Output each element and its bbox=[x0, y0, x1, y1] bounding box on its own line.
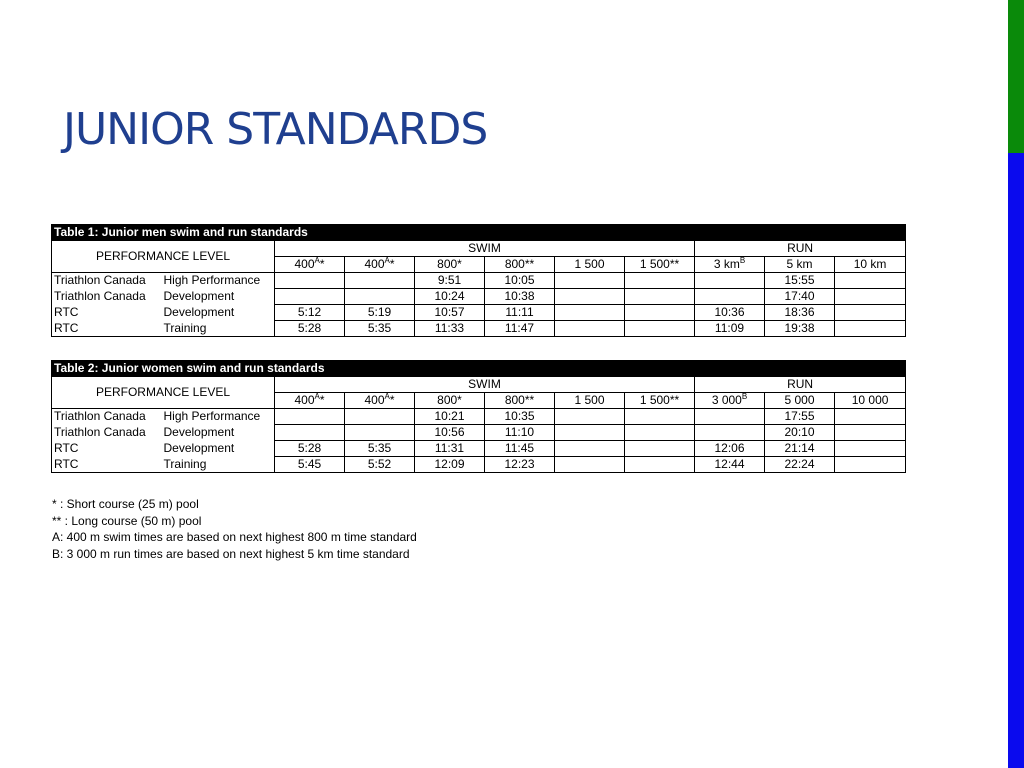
column-header bbox=[555, 393, 625, 409]
column-label: 800* bbox=[437, 393, 462, 407]
column-label: 800* bbox=[437, 257, 462, 271]
column-footnote-marker: A bbox=[384, 392, 390, 401]
time-cell bbox=[555, 273, 625, 289]
time-cell: 10:56 bbox=[415, 425, 485, 441]
time-cell bbox=[345, 425, 415, 441]
time-cell: 10:21 bbox=[415, 409, 485, 425]
time-cell bbox=[555, 321, 625, 337]
footnote: ** : Long course (50 m) pool bbox=[52, 513, 202, 528]
column-label: 1 500 bbox=[574, 257, 605, 271]
column-header bbox=[485, 257, 555, 273]
column-header bbox=[835, 257, 906, 273]
performance-level-header: PERFORMANCE LEVEL bbox=[52, 241, 275, 273]
junior-men-standards-table bbox=[51, 224, 906, 337]
time-cell bbox=[625, 409, 695, 425]
column-header bbox=[625, 257, 695, 273]
time-cell bbox=[345, 273, 415, 289]
group-header-row bbox=[52, 241, 906, 257]
time-cell bbox=[275, 273, 345, 289]
row-organization: Triathlon Canada bbox=[52, 289, 162, 305]
run-header: RUN bbox=[695, 241, 906, 257]
time-cell bbox=[625, 441, 695, 457]
table-caption-row bbox=[52, 225, 906, 241]
time-cell: 5:19 bbox=[345, 305, 415, 321]
column-footnote-marker: A bbox=[314, 256, 320, 265]
row-level: Development bbox=[162, 289, 275, 305]
time-cell: 12:44 bbox=[695, 457, 765, 473]
column-header bbox=[485, 393, 555, 409]
row-level: Training bbox=[162, 321, 275, 337]
time-cell bbox=[835, 441, 906, 457]
column-label: 400 bbox=[364, 257, 385, 271]
column-label: 3 000 bbox=[711, 393, 742, 407]
column-label: 5 000 bbox=[784, 393, 815, 407]
run-header: RUN bbox=[695, 377, 906, 393]
time-cell: 19:38 bbox=[765, 321, 835, 337]
row-organization: Triathlon Canada bbox=[52, 425, 162, 441]
time-cell: 11:47 bbox=[485, 321, 555, 337]
footnote: A: 400 m swim times are based on next highest 800 m time standard bbox=[52, 530, 417, 544]
time-cell bbox=[555, 409, 625, 425]
column-label: 400 bbox=[294, 257, 315, 271]
row-organization: RTC bbox=[52, 457, 162, 473]
time-cell: 10:57 bbox=[415, 305, 485, 321]
time-cell: 10:24 bbox=[415, 289, 485, 305]
column-header bbox=[695, 393, 765, 409]
row-organization: RTC bbox=[52, 321, 162, 337]
swim-header: SWIM bbox=[275, 241, 695, 257]
row-level: Development bbox=[162, 425, 275, 441]
time-cell: 11:11 bbox=[485, 305, 555, 321]
table-caption-row bbox=[52, 361, 906, 377]
footnote: * : Short course (25 m) pool bbox=[52, 497, 199, 511]
time-cell bbox=[625, 305, 695, 321]
time-cell: 5:28 bbox=[275, 321, 345, 337]
column-footnote-marker: A bbox=[384, 256, 390, 265]
column-suffix: * bbox=[319, 257, 325, 271]
column-suffix: * bbox=[389, 393, 395, 407]
time-cell bbox=[695, 289, 765, 305]
row-level: Training bbox=[162, 457, 275, 473]
time-cell: 9:51 bbox=[415, 273, 485, 289]
column-label: 400 bbox=[294, 393, 315, 407]
row-level: Development bbox=[162, 305, 275, 321]
table-row bbox=[52, 321, 906, 337]
time-cell bbox=[625, 289, 695, 305]
column-label: 400 bbox=[364, 393, 385, 407]
time-cell bbox=[695, 409, 765, 425]
time-cell: 17:55 bbox=[765, 409, 835, 425]
row-organization: RTC bbox=[52, 305, 162, 321]
time-cell: 11:10 bbox=[485, 425, 555, 441]
column-header bbox=[695, 257, 765, 273]
row-organization: Triathlon Canada bbox=[52, 273, 162, 289]
column-label: 1 500 bbox=[574, 393, 605, 407]
time-cell bbox=[625, 321, 695, 337]
slide-title: JUNIOR STANDARDS bbox=[63, 104, 488, 155]
group-header-row bbox=[52, 377, 906, 393]
time-cell bbox=[555, 425, 625, 441]
performance-level-header: PERFORMANCE LEVEL bbox=[52, 377, 275, 409]
accent-bar-green bbox=[1008, 0, 1024, 153]
time-cell: 5:12 bbox=[275, 305, 345, 321]
time-cell bbox=[835, 321, 906, 337]
time-cell bbox=[275, 425, 345, 441]
column-header bbox=[555, 257, 625, 273]
time-cell: 11:45 bbox=[485, 441, 555, 457]
column-header bbox=[415, 257, 485, 273]
accent-bar-blue bbox=[1008, 153, 1024, 768]
time-cell bbox=[695, 273, 765, 289]
row-organization: RTC bbox=[52, 441, 162, 457]
time-cell bbox=[345, 409, 415, 425]
time-cell: 22:24 bbox=[765, 457, 835, 473]
swim-header: SWIM bbox=[275, 377, 695, 393]
time-cell: 12:09 bbox=[415, 457, 485, 473]
time-cell: 12:06 bbox=[695, 441, 765, 457]
time-cell bbox=[555, 289, 625, 305]
time-cell: 10:36 bbox=[695, 305, 765, 321]
row-level: Development bbox=[162, 441, 275, 457]
column-header bbox=[765, 257, 835, 273]
time-cell bbox=[555, 305, 625, 321]
column-label: 10 000 bbox=[851, 393, 889, 407]
table-row bbox=[52, 409, 906, 425]
time-cell bbox=[625, 457, 695, 473]
column-label: 800** bbox=[504, 393, 535, 407]
time-cell bbox=[835, 273, 906, 289]
time-cell bbox=[625, 273, 695, 289]
time-cell: 11:09 bbox=[695, 321, 765, 337]
time-cell: 5:35 bbox=[345, 321, 415, 337]
time-cell: 10:05 bbox=[485, 273, 555, 289]
time-cell: 12:23 bbox=[485, 457, 555, 473]
time-cell bbox=[835, 409, 906, 425]
time-cell bbox=[555, 457, 625, 473]
row-level: High Performance bbox=[162, 273, 275, 289]
time-cell: 10:35 bbox=[485, 409, 555, 425]
column-label: 3 km bbox=[713, 257, 740, 271]
footnotes bbox=[52, 496, 417, 562]
time-cell bbox=[275, 289, 345, 305]
time-cell: 18:36 bbox=[765, 305, 835, 321]
time-cell bbox=[275, 409, 345, 425]
column-footnote-marker: B bbox=[741, 392, 748, 401]
time-cell: 11:33 bbox=[415, 321, 485, 337]
column-header bbox=[415, 393, 485, 409]
time-cell: 5:28 bbox=[275, 441, 345, 457]
time-cell: 5:35 bbox=[345, 441, 415, 457]
column-header bbox=[345, 257, 415, 273]
time-cell: 5:52 bbox=[345, 457, 415, 473]
table-row bbox=[52, 441, 906, 457]
time-cell: 15:55 bbox=[765, 273, 835, 289]
column-header bbox=[835, 393, 906, 409]
column-header bbox=[625, 393, 695, 409]
column-label: 800** bbox=[504, 257, 535, 271]
column-suffix: * bbox=[389, 257, 395, 271]
column-label: 5 km bbox=[786, 257, 813, 271]
table-row bbox=[52, 425, 906, 441]
row-level: High Performance bbox=[162, 409, 275, 425]
junior-women-standards-table bbox=[51, 360, 906, 473]
column-header bbox=[345, 393, 415, 409]
time-cell bbox=[835, 457, 906, 473]
time-cell: 20:10 bbox=[765, 425, 835, 441]
time-cell bbox=[625, 425, 695, 441]
time-cell: 10:38 bbox=[485, 289, 555, 305]
footnote: B: 3 000 m run times are based on next highest 5 km time standard bbox=[52, 546, 410, 561]
time-cell: 11:31 bbox=[415, 441, 485, 457]
column-header bbox=[765, 393, 835, 409]
column-label: 10 km bbox=[853, 257, 887, 271]
time-cell: 17:40 bbox=[765, 289, 835, 305]
time-cell bbox=[835, 289, 906, 305]
table-row bbox=[52, 305, 906, 321]
column-footnote-marker: B bbox=[739, 256, 746, 265]
column-suffix: * bbox=[319, 393, 325, 407]
table-row bbox=[52, 457, 906, 473]
row-organization: Triathlon Canada bbox=[52, 409, 162, 425]
time-cell bbox=[695, 425, 765, 441]
time-cell: 21:14 bbox=[765, 441, 835, 457]
column-header bbox=[275, 257, 345, 273]
table-caption: Table 2: Junior women swim and run standards bbox=[52, 361, 906, 377]
time-cell bbox=[345, 289, 415, 305]
time-cell: 5:45 bbox=[275, 457, 345, 473]
time-cell bbox=[555, 441, 625, 457]
table-row bbox=[52, 289, 906, 305]
column-label: 1 500** bbox=[639, 257, 680, 271]
column-footnote-marker: A bbox=[314, 392, 320, 401]
column-label: 1 500** bbox=[639, 393, 680, 407]
time-cell bbox=[835, 425, 906, 441]
column-header bbox=[275, 393, 345, 409]
table-row bbox=[52, 273, 906, 289]
time-cell bbox=[835, 305, 906, 321]
table-caption: Table 1: Junior men swim and run standards bbox=[52, 225, 906, 241]
